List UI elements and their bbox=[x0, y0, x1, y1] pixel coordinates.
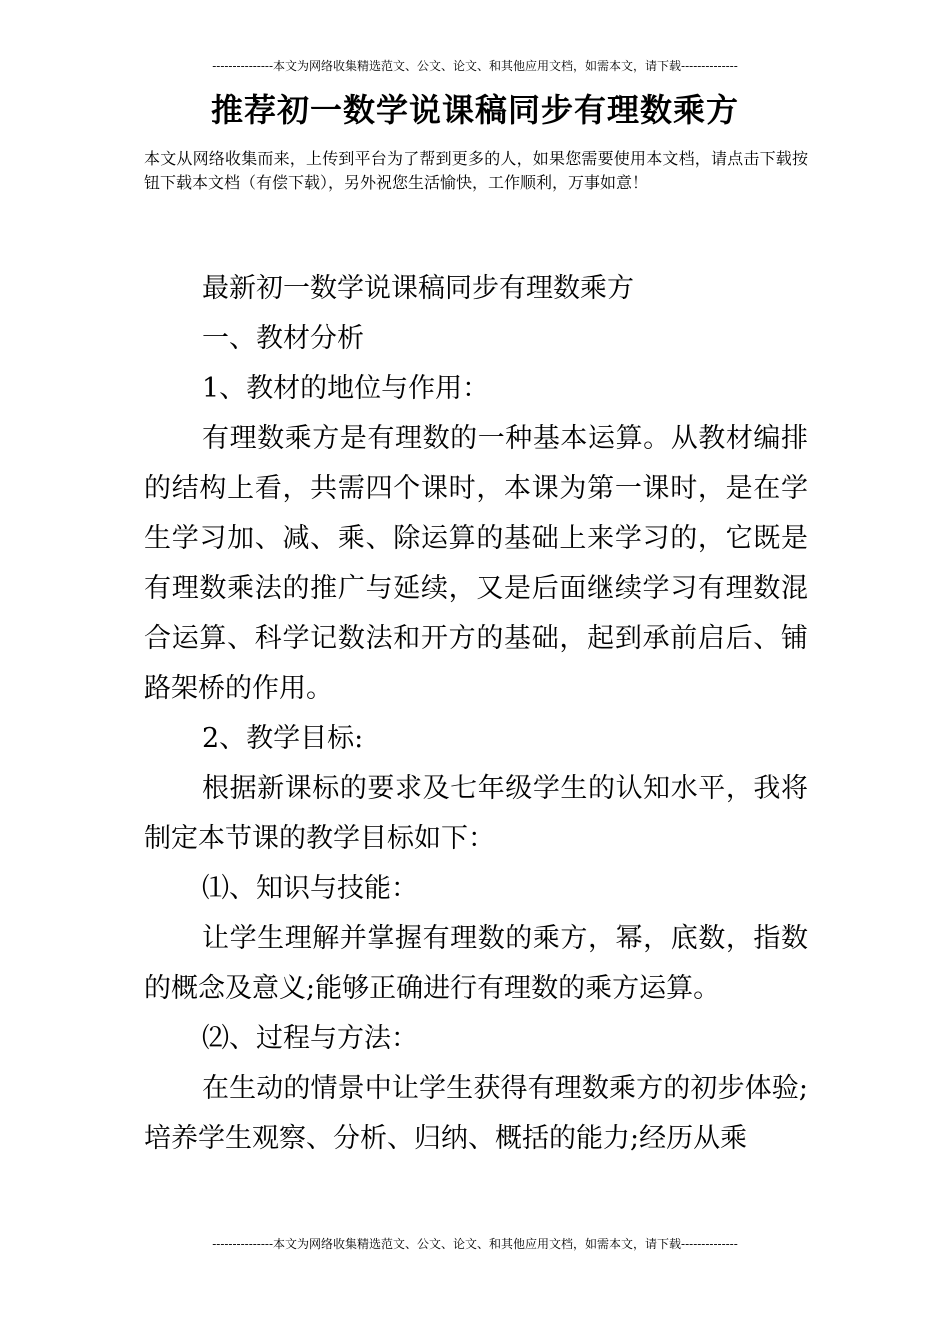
goal-heading-process-method: ⑵、过程与方法： bbox=[202, 1023, 418, 1054]
document-body bbox=[144, 264, 808, 1164]
subtitle: 最新初一数学说课稿同步有理数乘方 bbox=[202, 273, 634, 304]
item-heading-role: 1、教材的地位与作用： bbox=[202, 373, 490, 404]
document-title: 推荐初一数学说课稿同步有理数乘方 bbox=[210, 91, 739, 129]
item-heading-teaching-goals: 2、教学目标: bbox=[202, 723, 364, 754]
paragraph-knowledge-skills: 让学生理解并掌握有理数的乘方，幂，底数，指数的概念及意义;能够正确进行有理数的乘方运算。 bbox=[144, 923, 808, 1004]
download-notice: 本文从网络收集而来，上传到平台为了帮到更多的人，如果您需要使用本文档，请点击下载按钮下载本文档（有偿下载），另外祝您生活愉快，工作顺利，万事如意！ bbox=[144, 149, 808, 192]
section-heading-materials-analysis: 一、教材分析 bbox=[202, 323, 364, 354]
paragraph-teaching-goals: 根据新课标的要求及七年级学生的认知水平，我将制定本节课的教学目标如下： bbox=[144, 773, 808, 854]
footer-banner: ---------------本文为网络收集精选范文、公文、论文、和其他应用文档，如需本文，请下载-------------- bbox=[212, 1237, 738, 1251]
paragraph-process-method: 在生动的情景中让学生获得有理数乘方的初步体验;培养学生观察、分析、归纳、概括的能力;经历从乘 bbox=[144, 1073, 808, 1154]
header-banner: ---------------本文为网络收集精选范文、公文、论文、和其他应用文档，如需本文，请下载-------------- bbox=[212, 59, 738, 73]
goal-heading-knowledge-skills: ⑴、知识与技能： bbox=[202, 873, 418, 904]
paragraph-role: 有理数乘方是有理数的一种基本运算。从教材编排的结构上看，共需四个课时，本课为第一课时，是在学生学习加、减、乘、除运算的基础上来学习的，它既是有理数乘法的推广与延续，又是后面继续学习有理数混合运算、科学记数法和开方的基础，起到承前启后、铺路架桥的作用。 bbox=[144, 423, 808, 704]
